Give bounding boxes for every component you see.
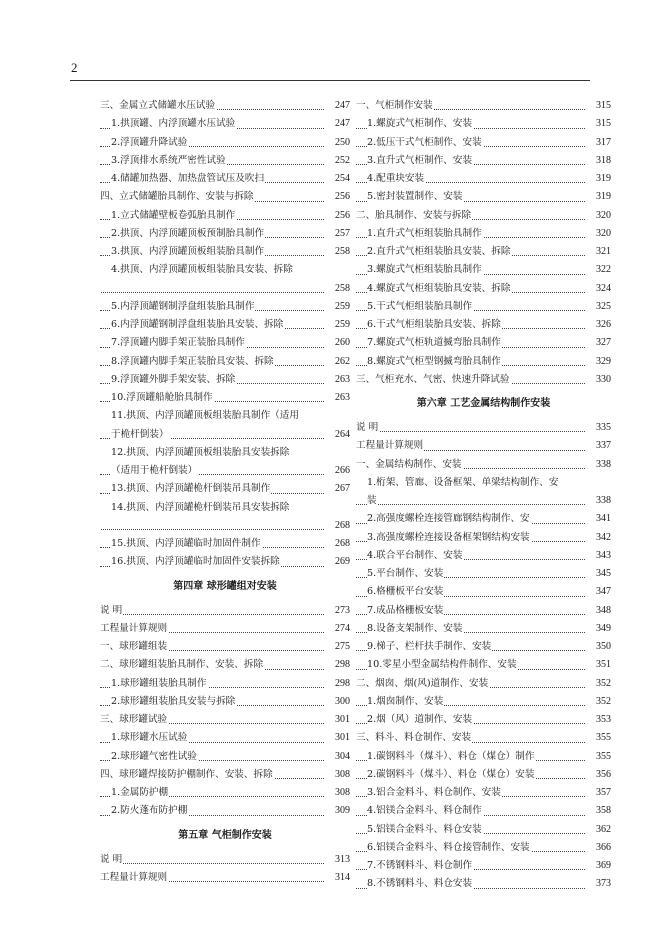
- toc-entry-title: 5.平台制作、安装: [367, 568, 444, 579]
- toc-entry-page: 349: [595, 620, 611, 638]
- toc-entry-page: 260: [334, 334, 350, 352]
- toc-entry-title: 7.成品格栅板安装: [367, 604, 444, 616]
- toc-entry[interactable]: [356, 784, 611, 802]
- toc-entry[interactable]: [356, 152, 611, 170]
- toc-entry[interactable]: [100, 802, 350, 820]
- toc-entry-title: 1.碳钢料斗（煤斗）、料仓（煤仓）制作: [367, 750, 535, 762]
- toc-entry-page: 325: [595, 298, 611, 316]
- toc-entry-page: 327: [595, 334, 611, 352]
- toc-entry[interactable]: [100, 134, 350, 152]
- toc-entry-title: 3.拱顶、内浮顶罐顶板组装胎具制作: [111, 246, 265, 257]
- toc-entry-page: 343: [595, 547, 611, 565]
- toc-entry-page: 268: [334, 517, 350, 535]
- toc-entry[interactable]: [356, 243, 611, 261]
- toc-entry-page: 322: [595, 261, 611, 279]
- toc-entry-title: 1.直升式气柜组装胎具制作: [367, 227, 482, 239]
- toc-entry[interactable]: [356, 802, 611, 820]
- toc-entry-page: 318: [595, 152, 611, 170]
- toc-entry-title: 6.格栅板平台安装: [367, 586, 444, 598]
- toc-entry[interactable]: [100, 334, 350, 352]
- toc-entry-title: 二、胎具制作、安装与拆除: [356, 209, 472, 221]
- toc-entry-page: 338: [595, 492, 611, 510]
- toc-entry[interactable]: [100, 499, 350, 517]
- toc-entry-title: 四、立式储罐胎具制作、安装与拆除: [100, 191, 254, 203]
- toc-entry[interactable]: [100, 553, 350, 571]
- toc-entry-title: 9.浮顶罐外脚手架安装、拆除: [111, 373, 236, 385]
- toc-entry-page: 254: [334, 170, 350, 188]
- toc-entry-page: 298: [334, 675, 350, 693]
- toc-entry-page: 362: [595, 821, 611, 839]
- toc-entry[interactable]: [100, 462, 350, 480]
- toc-entry[interactable]: [356, 620, 611, 638]
- toc-entry[interactable]: [100, 316, 350, 334]
- toc-entry-page: 247: [334, 97, 350, 115]
- toc-entry-title: 2.拱顶、内浮顶罐顶板预制胎具制作: [111, 227, 265, 239]
- toc-left-column: [100, 97, 350, 887]
- toc-entry-page: 259: [334, 316, 350, 334]
- toc-entry[interactable]: [356, 875, 611, 893]
- toc-entry[interactable]: [356, 839, 611, 857]
- toc-entry-title: 9.梯子、栏杆扶手制作、安装: [367, 641, 492, 652]
- toc-entry-title: 说 明: [100, 853, 123, 865]
- toc-entry[interactable]: [100, 389, 350, 407]
- toc-entry-title: 2.低压干式气柜制作、安装: [367, 136, 482, 148]
- toc-entry-page: 257: [334, 225, 350, 243]
- toc-entry-page: 353: [595, 711, 611, 729]
- toc-entry-title: 8.浮顶罐内脚手架正装胎具安装、拆除: [111, 355, 274, 367]
- toc-entry[interactable]: [100, 371, 350, 389]
- toc-entry-title: 1.金属防护棚: [111, 787, 169, 798]
- toc-entry-title: 1.球形罐组装胎具制作: [111, 677, 207, 689]
- toc-entry[interactable]: [356, 638, 611, 656]
- toc-entry-title: 5.内浮顶罐钢制浮盘组装胎具制作: [111, 300, 255, 312]
- toc-entry-title: 7.不锈钢料斗、料仓制作: [367, 860, 473, 871]
- toc-entry-page: 373: [595, 875, 611, 893]
- toc-entry[interactable]: [356, 729, 611, 747]
- toc-entry-title: 15.拱顶、内浮顶罐临时加固件制作: [111, 538, 261, 549]
- toc-entry[interactable]: [100, 480, 350, 498]
- toc-entry[interactable]: [356, 711, 611, 729]
- toc-entry[interactable]: [100, 280, 350, 298]
- toc-entry-title: 5.铝镁合金料斗、料仓安装: [367, 823, 482, 835]
- toc-entry-page: 329: [595, 353, 611, 371]
- toc-entry[interactable]: [356, 748, 611, 766]
- toc-entry[interactable]: [356, 474, 611, 492]
- toc-entry-page: 317: [595, 134, 611, 152]
- toc-entry-page: 350: [595, 638, 611, 656]
- leader-dots: [100, 529, 324, 530]
- toc-entry-page: 301: [334, 729, 350, 747]
- toc-entry-page: 269: [334, 553, 350, 571]
- toc-entry[interactable]: [356, 656, 611, 674]
- toc-entry-title: 1.球形罐水压试验: [111, 732, 188, 744]
- toc-entry-title: 5.密封装置制作、安装: [367, 191, 463, 203]
- toc-entry-title: 3.高强度螺栓连接设备框架钢结构安装: [367, 531, 530, 543]
- toc-entry-page: 347: [595, 583, 611, 601]
- toc-entry-title: 6.干式气柜组装胎具安装、拆除: [367, 319, 501, 330]
- toc-entry[interactable]: [100, 517, 350, 535]
- toc-entry-title: [100, 283, 101, 294]
- leader-dots: [100, 863, 324, 864]
- toc-entry[interactable]: [100, 729, 350, 747]
- toc-entry-title: 1.拱顶罐、内浮顶罐水压试验: [111, 118, 236, 130]
- toc-entry-page: 262: [334, 353, 350, 371]
- toc-entry[interactable]: [356, 371, 611, 389]
- toc-entry-title: 4.联合平台制作、安装: [367, 549, 463, 561]
- toc-entry-page: 320: [595, 225, 611, 243]
- toc-entry-title: （适用于桅杆倒装）: [111, 465, 198, 476]
- toc-entry-page: 263: [334, 371, 350, 389]
- toc-entry-title: 2.碳钢料斗（煤斗）、料仓（煤仓）安装: [367, 768, 535, 780]
- toc-entry-page: 330: [595, 371, 611, 389]
- toc-entry[interactable]: [100, 225, 350, 243]
- toc-entry[interactable]: [356, 280, 611, 298]
- toc-entry-title: 6.内浮顶罐钢制浮盘组装胎具安装、拆除: [111, 319, 284, 330]
- toc-entry-title: 6.铝镁合金料斗、料仓接管制作、安装: [367, 841, 530, 853]
- toc-entry-title: 2.球形罐组装胎具安装与拆除: [111, 695, 236, 707]
- toc-entry-title: 12.拱顶、内浮顶罐顶板组装胎具安装拆除: [111, 446, 290, 458]
- toc-entry[interactable]: [100, 243, 350, 261]
- toc-entry-page: 355: [595, 748, 611, 766]
- toc-entry[interactable]: [356, 675, 611, 693]
- toc-entry-title: 4.储罐加热器、加热盘管试压及吹扫: [111, 173, 265, 184]
- toc-entry-title: 4.螺旋式气柜组装胎具安装、拆除: [367, 282, 511, 294]
- toc-entry[interactable]: [356, 583, 611, 601]
- toc-entry[interactable]: [356, 492, 611, 510]
- toc-entry-page: 300: [334, 693, 350, 711]
- toc-entry-page: 258: [334, 243, 350, 261]
- toc-entry-page: 326: [595, 316, 611, 334]
- toc-entry[interactable]: [356, 261, 611, 279]
- toc-entry[interactable]: [100, 261, 350, 279]
- toc-entry-title: 二、烟囱、烟(风)道制作、安装: [356, 677, 489, 689]
- leader-dots: [356, 431, 585, 432]
- toc-entry-title: 工程量计算规则: [100, 871, 168, 883]
- toc-entry[interactable]: [356, 134, 611, 152]
- toc-entry-title: 16.拱顶、内浮顶罐临时加固件安装拆除: [111, 556, 280, 568]
- toc-entry[interactable]: [100, 748, 350, 766]
- toc-entry-page: 258: [334, 280, 350, 298]
- toc-entry-title: 工程量计算规则: [100, 622, 168, 634]
- toc-entry[interactable]: [356, 602, 611, 620]
- toc-entry[interactable]: [356, 353, 611, 371]
- toc-entry-title: 7.浮顶罐内脚手架正装胎具制作: [111, 337, 245, 349]
- toc-entry-title: 装: [367, 495, 377, 506]
- toc-entry-title: 四、球形罐焊接防护棚制作、安装、拆除: [100, 768, 273, 780]
- toc-entry[interactable]: [100, 97, 350, 115]
- toc-entry[interactable]: [356, 456, 611, 474]
- leader-dots: [356, 504, 585, 505]
- toc-entry-page: 355: [595, 729, 611, 747]
- toc-entry[interactable]: [100, 784, 350, 802]
- toc-entry-page: 341: [595, 510, 611, 528]
- toc-entry[interactable]: [356, 821, 611, 839]
- toc-entry[interactable]: [356, 529, 611, 547]
- chapter-heading: 第六章 工艺金属结构制作安装: [416, 398, 551, 409]
- toc-entry[interactable]: [100, 656, 350, 674]
- toc-entry-title: 8.设备支架制作、安装: [367, 622, 463, 634]
- toc-entry[interactable]: [356, 437, 611, 455]
- toc-entry[interactable]: [100, 188, 350, 206]
- toc-entry-page: 321: [595, 243, 611, 261]
- toc-entry-title: 7.螺旋式气柜轨道揻弯胎具制作: [367, 337, 501, 349]
- toc-entry-page: 366: [595, 839, 611, 857]
- toc-entry-page: 273: [334, 602, 350, 620]
- toc-entry-title: 说 明: [356, 422, 379, 433]
- toc-entry[interactable]: [356, 316, 611, 334]
- toc-entry[interactable]: [100, 638, 350, 656]
- toc-entry-title: 三、气柜充水、气密、快速升降试验: [356, 373, 510, 385]
- toc-entry[interactable]: [100, 693, 350, 711]
- toc-entry[interactable]: [356, 510, 611, 528]
- toc-entry-page: 247: [334, 115, 350, 133]
- toc-entry-title: 一、金属结构制作、安装: [356, 458, 462, 470]
- toc-entry-page: 358: [595, 802, 611, 820]
- toc-entry-title: 11.拱顶、内浮顶罐顶板组装胎具制作（适用: [111, 410, 299, 422]
- toc-entry-page: 342: [595, 529, 611, 547]
- toc-entry-page: 315: [595, 97, 611, 115]
- toc-entry-title: 于桅杆倒装）: [111, 428, 169, 440]
- toc-entry[interactable]: [100, 766, 350, 784]
- toc-entry-title: 3.铝合金料斗、料仓制作、安装: [367, 787, 501, 798]
- toc-entry[interactable]: [356, 547, 611, 565]
- toc-entry-title: 1.立式储罐壁板卷弧胎具制作: [111, 209, 236, 221]
- toc-entry[interactable]: [100, 170, 350, 188]
- toc-entry-title: 8.不锈钢料斗、料仓安装: [367, 878, 473, 890]
- toc-entry[interactable]: [356, 298, 611, 316]
- toc-entry-title: 8.螺旋式气柜型钢揻弯胎具制作: [367, 355, 501, 367]
- toc-entry-page: 319: [595, 188, 611, 206]
- toc-entry-title: 3.直升式气柜制作、安装: [367, 154, 473, 166]
- toc-entry-page: 345: [595, 565, 611, 583]
- toc-entry-page: 320: [595, 207, 611, 225]
- toc-entry-title: 3.浮顶排水系统严密性试验: [111, 154, 226, 166]
- toc-entry-title: 三、球形罐试验: [100, 714, 168, 725]
- toc-entry-title: 13.拱顶、内浮顶罐桅杆倒装吊具制作: [111, 483, 271, 495]
- chapter-heading: 第五章 气柜制作安装: [178, 829, 272, 841]
- toc-entry[interactable]: [100, 152, 350, 170]
- toc-entry-page: 298: [334, 656, 350, 674]
- toc-entry-title: 2.烟（风）道制作、安装: [367, 714, 473, 725]
- toc-entry-title: 二、球形罐组装胎具制作、安装、拆除: [100, 659, 264, 671]
- toc-entry[interactable]: [356, 170, 611, 188]
- toc-entry-page: 356: [595, 766, 611, 784]
- toc-entry-page: 274: [334, 620, 350, 638]
- toc-entry-title: 2.高强度螺栓连接管廊钢结构制作、安: [367, 513, 530, 525]
- toc-entry-title: 1.桁架、管廊、设备框架、单梁结构制作、安: [367, 476, 559, 488]
- toc-entry-page: 266: [334, 462, 350, 480]
- header-rule: [70, 80, 590, 81]
- toc-entry-page: 314: [334, 869, 350, 887]
- toc-entry-page: 337: [595, 437, 611, 455]
- toc-entry-title: 1.烟囱制作、安装: [367, 695, 444, 707]
- leader-dots: [100, 614, 324, 615]
- toc-entry[interactable]: [100, 851, 350, 869]
- toc-entry-title: 4.配重块安装: [367, 173, 425, 184]
- chapter-heading: 第四章 球形罐组对安装: [173, 580, 277, 592]
- toc-entry-page: 268: [334, 535, 350, 553]
- toc-entry-page: 315: [595, 115, 611, 133]
- toc-entry-title: 说 明: [100, 604, 123, 616]
- toc-entry-page: 338: [595, 456, 611, 474]
- toc-entry-page: 319: [595, 170, 611, 188]
- toc-entry-page: 259: [334, 298, 350, 316]
- toc-entry-page: 275: [334, 638, 350, 656]
- toc-entry-page: 309: [334, 802, 350, 820]
- toc-entry-page: 348: [595, 602, 611, 620]
- leader-dots: [100, 292, 324, 293]
- toc-entry[interactable]: [100, 711, 350, 729]
- toc-entry-page: 313: [334, 851, 350, 869]
- page-number: 2: [71, 60, 78, 75]
- toc-entry-page: 250: [334, 134, 350, 152]
- toc-entry-title: 3.螺旋式气柜组装胎具制作: [367, 264, 482, 276]
- toc-right-column: [356, 97, 611, 894]
- toc-entry-title: 10.零星小型金属结构件制作、安装: [367, 659, 517, 671]
- toc-entry[interactable]: [356, 766, 611, 784]
- toc-entry[interactable]: [100, 602, 350, 620]
- toc-entry-page: 263: [334, 389, 350, 407]
- toc-entry[interactable]: [100, 869, 350, 887]
- toc-entry[interactable]: [100, 407, 350, 425]
- toc-entry-page: 304: [334, 748, 350, 766]
- toc-entry-title: 一、气柜制作安装: [356, 100, 433, 111]
- toc-entry-page: 256: [334, 207, 350, 225]
- toc-entry-title: 2.防火蓬布防护棚: [111, 805, 188, 817]
- toc-entry-page: 256: [334, 188, 350, 206]
- toc-entry-page: 308: [334, 784, 350, 802]
- toc-entry[interactable]: [100, 444, 350, 462]
- toc-entry-page: 352: [595, 693, 611, 711]
- toc-entry[interactable]: [356, 225, 611, 243]
- toc-entry[interactable]: [356, 565, 611, 583]
- toc-entry-page: 308: [334, 766, 350, 784]
- toc-entry-title: 5.干式气柜组装胎具制作: [367, 300, 473, 312]
- toc-entry[interactable]: [356, 207, 611, 225]
- toc-entry[interactable]: [356, 97, 611, 115]
- toc-entry[interactable]: [356, 857, 611, 875]
- toc-entry-title: 10.浮顶罐船舱胎具制作: [111, 392, 213, 403]
- toc-entry[interactable]: [100, 353, 350, 371]
- toc-entry[interactable]: [100, 298, 350, 316]
- toc-entry-title: 工程量计算规则: [356, 440, 424, 452]
- toc-entry-title: 三、料斗、料仓制作、安装: [356, 732, 472, 744]
- toc-entry-page: 324: [595, 280, 611, 298]
- toc-entry-page: 267: [334, 480, 350, 498]
- toc-entry-title: 1.螺旋式气柜制作、安装: [367, 118, 473, 130]
- toc-entry-title: 2.直升式气柜组装胎具安装、拆除: [367, 246, 511, 257]
- toc-entry-page: 369: [595, 857, 611, 875]
- toc-entry-page: 301: [334, 711, 350, 729]
- toc-entry-page: 252: [334, 152, 350, 170]
- toc-entry[interactable]: [356, 115, 611, 133]
- toc-entry-title: 2.浮顶罐升降试验: [111, 136, 188, 148]
- toc-entry[interactable]: [100, 675, 350, 693]
- toc-entry-title: 2.球形罐气密性试验: [111, 750, 197, 762]
- toc-entry[interactable]: [100, 535, 350, 553]
- toc-entry[interactable]: [100, 207, 350, 225]
- toc-entry-page: 351: [595, 656, 611, 674]
- toc-entry-page: 352: [595, 675, 611, 693]
- toc-entry[interactable]: [100, 115, 350, 133]
- toc-entry[interactable]: [356, 693, 611, 711]
- toc-entry[interactable]: [100, 620, 350, 638]
- toc-entry-title: 4.拱顶、内浮顶罐顶板组装胎具安装、拆除: [111, 264, 293, 276]
- toc-entry[interactable]: [100, 426, 350, 444]
- toc-entry-title: 三、金属立式储罐水压试验: [100, 100, 216, 111]
- toc-entry[interactable]: [356, 419, 611, 437]
- toc-entry-title: 4.铝镁合金料斗、料仓制作: [367, 805, 482, 817]
- toc-entry[interactable]: [356, 334, 611, 352]
- toc-entry-page: 264: [334, 426, 350, 444]
- toc-entry-title: 一、球形罐组装: [100, 641, 168, 652]
- toc-entry[interactable]: [356, 188, 611, 206]
- toc-entry-page: 357: [595, 784, 611, 802]
- toc-entry-title: 14.拱顶、内浮顶罐桅杆倒装吊具安装拆除: [111, 501, 290, 513]
- toc-entry-title: [100, 520, 101, 531]
- toc-entry-page: 335: [595, 419, 611, 437]
